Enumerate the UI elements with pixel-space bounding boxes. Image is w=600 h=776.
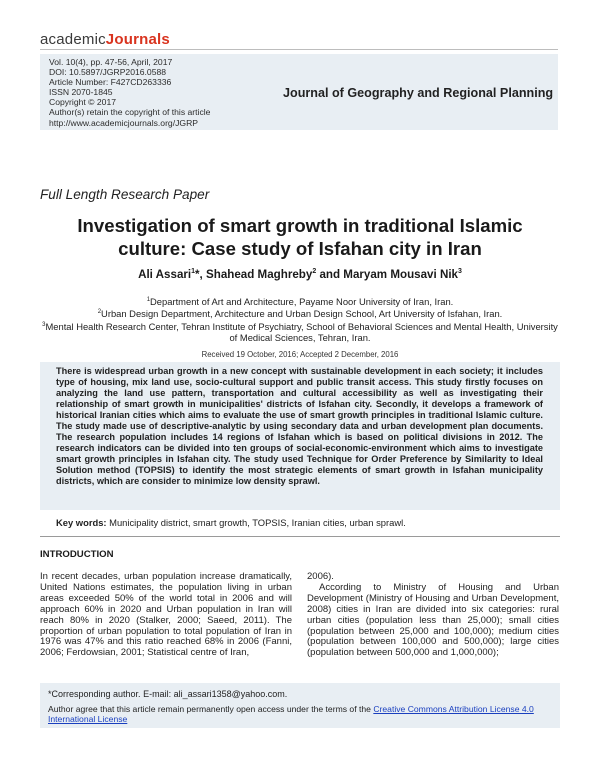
meta-url-link[interactable]: http://www.academicjournals.org/JGRP [49,117,199,128]
author-affiliation-mark: 1 [191,268,196,276]
introduction-heading: INTRODUCTION [40,549,114,560]
affiliation-item [40,307,560,319]
body-paragraph: 2006). [307,571,334,582]
license-text: Author agree that this article remain permanently open access under the terms of the [48,704,374,714]
affiliation-text: Department of Art and Architecture, Payame Noor University of Iran, Iran. [150,296,454,308]
abstract-text: There is widespread urban growth in a new concept with sustainable development in each society; it includes type of housing, mix land use, socio-cultural support and public transit access. This study firstly focuses on analyzing the land use pattern, transportation and cultural accessibility as well as investigating their relationship of smart growth in municipalities' districts of Isfahan city. Secondly, it develops a framework of historical Iranian cities which aims to evaluate the use of smart growth principles in traditional Islamic culture. The study made use of descriptive-analytic by using secondary data and urban development plan documents. The research population includes 14 regions of Isfahan which is based on political divisions in 2012. The research indicators can be divided into ten groups of social-economic-environment which aims to investigate smart growth principles in Isfahan city. The study used Technique for Order Preference by Similarity to Ideal Solution method (TOPSIS) to identify the most strategic elements of smart growth in Isfahan municipality districts, which are consider to minimize low density sprawl. [56,366,543,487]
author-name: Shahead Maghreby [206,268,313,281]
meta-doi[interactable]: DOI: 10.5897/JGRP2016.0588 [49,67,167,78]
paper-title [40,214,560,260]
affiliation-text: Urban Design Department, Architecture and Urban Design School, Art University of Isfahan, Iran. [101,308,503,320]
author-name: Ali Assari [138,268,192,281]
corresponding-author-note: *Corresponding author. E-mail: ali_assari1358@yahoo.com. [48,689,288,699]
affiliation-text: Mental Health Research Center, Tehran Institute of Psychiatry, School of Behavioral Sciences and Mental Health, University of Medical Sciences, Tehran, Iran. [45,320,558,344]
received-accepted-dates: Received 19 October, 2016; Accepted 2 December, 2016 [201,350,399,359]
affiliation-item [40,320,560,344]
section-divider [40,536,560,537]
author-list [40,268,560,281]
journal-name: Journal of Geography and Regional Planning [283,86,554,100]
author-separator: and [316,268,344,281]
author-affiliation-mark: 3 [458,268,462,276]
license-link[interactable]: Creative Commons Attribution License 4.0 International License [48,704,534,725]
meta-article-number: Article Number: F427CD263336 [49,77,172,88]
author-separator: *, [195,268,207,281]
paper-title-line2: culture: Case study of Isfahan city in Iran [118,238,482,259]
author-affiliation-mark: 2 [312,268,317,276]
affiliation-mark: 1 [146,297,151,303]
body-column-left [40,572,292,659]
keywords-list: Municipality district, smart growth, TOPSIS, Iranian cities, urban sprawl. [106,517,406,528]
keywords [56,517,556,528]
paper-title-line1: Investigation of smart growth in traditional Islamic [77,215,523,236]
body-paragraph: In recent decades, urban population increase dramatically, United Nations estimates, the population living in urban areas exceeded 50% of the world total in 2006 and will approach 60% in 2020 and Urban population in Iran will reach 80% in 2020 (Stalker, 2000; Saeed, 2011). The proportion of urban population to total population of Iran in 1976 was 47% and this ratio reached 68% in 2006 (Fanni, 2006; Ferdowsian, 2001; Statistical centre of Iran, [40,571,292,659]
paper-type: Full Length Research Paper [40,187,210,202]
affiliation-mark: 2 [97,309,102,316]
publisher-logo-part2: Journals [105,31,170,48]
affiliation-list [40,295,560,344]
publisher-logo [40,31,170,48]
body-column-right [307,572,559,659]
meta-copyright: Copyright © 2017 [49,97,117,108]
header-divider [40,49,558,50]
keywords-label: Key words: [56,517,107,528]
meta-issn: ISSN 2070-1845 [49,87,113,98]
body-paragraph: According to Ministry of Housing and Urban Development (Ministry of Housing and Urban Development, 2008) cities in Iran are divided into six categories: rural urban cities (population less than 25,000); small cities (population between 25,000 and 100,000); medium cities (population between 100,000 and 500,000); large cities (population between 500,000 and 1,000,000); [307,581,559,659]
license-note [48,704,553,725]
affiliation-mark: 3 [42,321,46,328]
article-meta-list [49,57,210,128]
author-name: Maryam Mousavi Nik [343,268,458,281]
affiliation-item [40,295,560,307]
meta-volume: Vol. 10(4), pp. 47-56, April, 2017 [49,57,173,67]
meta-rights: Author(s) retain the copyright of this article [49,107,211,118]
publisher-logo-part1: academic [40,31,106,48]
